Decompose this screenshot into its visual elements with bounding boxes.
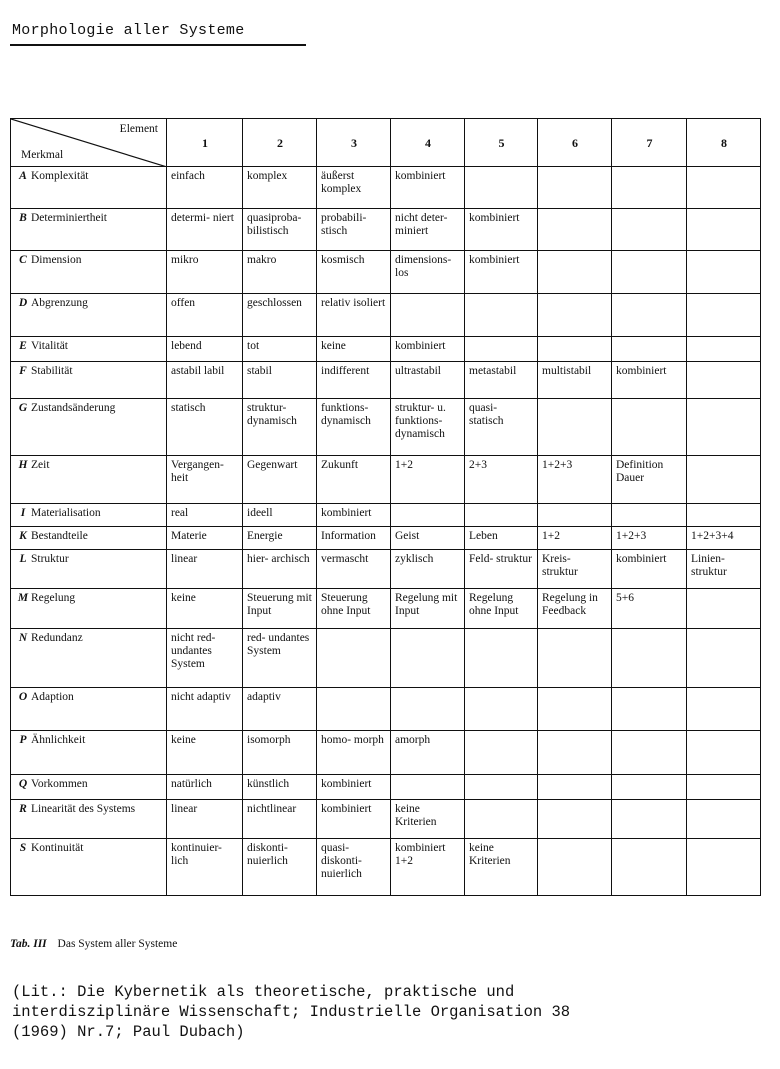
value-cell: Zukunft	[317, 456, 391, 504]
value-cell	[317, 629, 391, 688]
value-cell: Steuerung mit Input	[243, 589, 317, 629]
value-cell: mikro	[167, 251, 243, 294]
feature-letter: K	[19, 530, 27, 542]
value-cell: Linien- struktur	[687, 550, 761, 589]
value-cell: nicht adaptiv	[167, 688, 243, 731]
value-cell: nicht deter- miniert	[391, 209, 465, 251]
value-cell: linear	[167, 800, 243, 839]
corner-header-cell	[11, 119, 167, 167]
caption-label: Tab. III	[10, 938, 47, 950]
value-cell: hier- archisch	[243, 550, 317, 589]
column-header-2: 2	[243, 119, 317, 167]
feature-letter: R	[19, 803, 27, 815]
feature-name: Abgrenzung	[31, 297, 88, 309]
value-cell: real	[167, 504, 243, 527]
value-cell: diskonti- nuierlich	[243, 839, 317, 896]
feature-cell	[11, 688, 167, 731]
value-cell	[465, 629, 538, 688]
value-cell: Steuerung ohne Input	[317, 589, 391, 629]
value-cell	[687, 589, 761, 629]
value-cell	[465, 731, 538, 775]
merkmal-axis-label: Merkmal	[21, 149, 64, 161]
table-row	[11, 589, 761, 629]
value-cell	[391, 504, 465, 527]
value-cell	[612, 337, 687, 362]
value-cell	[465, 775, 538, 800]
feature-letter: I	[20, 507, 26, 519]
value-cell: stabil	[243, 362, 317, 399]
value-cell	[538, 775, 612, 800]
feature-name: Kontinuität	[31, 842, 84, 854]
column-header-5: 5	[465, 119, 538, 167]
table-row	[11, 337, 761, 362]
value-cell: ultrastabil	[391, 362, 465, 399]
value-cell: Regelung mit Input	[391, 589, 465, 629]
value-cell: makro	[243, 251, 317, 294]
value-cell: keine Kriterien	[391, 800, 465, 839]
feature-cell	[11, 399, 167, 456]
value-cell	[538, 399, 612, 456]
column-header-6: 6	[538, 119, 612, 167]
table-row	[11, 456, 761, 504]
value-cell	[687, 731, 761, 775]
value-cell	[687, 209, 761, 251]
caption-text: Das System aller Systeme	[57, 938, 178, 950]
value-cell: lebend	[167, 337, 243, 362]
value-cell	[687, 688, 761, 731]
value-cell	[687, 362, 761, 399]
feature-letter: O	[18, 691, 28, 703]
value-cell	[612, 251, 687, 294]
value-cell	[317, 688, 391, 731]
table-row	[11, 688, 761, 731]
value-cell: nicht red- undantes System	[167, 629, 243, 688]
feature-name: Regelung	[31, 592, 76, 604]
table-row	[11, 504, 761, 527]
value-cell	[538, 167, 612, 209]
value-cell: 2+3	[465, 456, 538, 504]
feature-cell	[11, 527, 167, 550]
feature-letter: N	[18, 632, 28, 644]
value-cell: Vergangen- heit	[167, 456, 243, 504]
value-cell: einfach	[167, 167, 243, 209]
page-title: Morphologie aller Systeme	[12, 22, 245, 39]
title-underline	[10, 44, 306, 46]
value-cell	[465, 294, 538, 337]
value-cell: kombiniert	[612, 362, 687, 399]
feature-cell	[11, 629, 167, 688]
value-cell: kombiniert	[612, 550, 687, 589]
value-cell: quasi- statisch	[465, 399, 538, 456]
table-row	[11, 839, 761, 896]
feature-letter: B	[19, 212, 27, 224]
feature-letter: C	[19, 254, 27, 266]
column-header-7: 7	[612, 119, 687, 167]
feature-name: Struktur	[31, 553, 69, 565]
feature-name: Redundanz	[31, 632, 83, 644]
value-cell	[687, 294, 761, 337]
feature-letter: Q	[18, 778, 28, 790]
table-row	[11, 251, 761, 294]
value-cell: zyklisch	[391, 550, 465, 589]
value-cell: Energie	[243, 527, 317, 550]
value-cell: Feld- struktur	[465, 550, 538, 589]
value-cell	[612, 839, 687, 896]
feature-letter: P	[19, 734, 27, 746]
feature-letter: M	[17, 592, 29, 604]
feature-cell	[11, 800, 167, 839]
column-header-4: 4	[391, 119, 465, 167]
value-cell	[538, 629, 612, 688]
value-cell: Regelung in Feedback	[538, 589, 612, 629]
value-cell	[538, 337, 612, 362]
value-cell: ideell	[243, 504, 317, 527]
feature-cell	[11, 839, 167, 896]
literature-reference: (Lit.: Die Kybernetik als theoretische, praktische und interdisziplinäre Wissenschaft; Industrielle Organisation 38 (1969) Nr.7; Paul Dubach)	[12, 983, 571, 1041]
value-cell: relativ isoliert	[317, 294, 391, 337]
value-cell: kombiniert	[391, 167, 465, 209]
value-cell: künstlich	[243, 775, 317, 800]
value-cell	[538, 209, 612, 251]
value-cell: keine	[317, 337, 391, 362]
value-cell: probabili- stisch	[317, 209, 391, 251]
feature-letter: E	[19, 340, 27, 352]
morphology-table	[10, 118, 761, 896]
feature-name: Vorkommen	[31, 778, 88, 790]
value-cell: keine	[167, 731, 243, 775]
feature-name: Dimension	[31, 254, 82, 266]
feature-name: Bestandteile	[31, 530, 88, 542]
feature-cell	[11, 362, 167, 399]
value-cell: isomorph	[243, 731, 317, 775]
feature-cell	[11, 294, 167, 337]
value-cell: red- undantes System	[243, 629, 317, 688]
value-cell: struktur- u. funktions- dynamisch	[391, 399, 465, 456]
table-row	[11, 629, 761, 688]
feature-letter: A	[19, 170, 27, 182]
value-cell: 1+2+3+4	[687, 527, 761, 550]
feature-name: Zeit	[31, 459, 50, 471]
value-cell: quasi- diskonti- nuierlich	[317, 839, 391, 896]
value-cell	[391, 629, 465, 688]
value-cell: indifferent	[317, 362, 391, 399]
value-cell: Gegenwart	[243, 456, 317, 504]
feature-cell	[11, 589, 167, 629]
value-cell: multistabil	[538, 362, 612, 399]
value-cell	[391, 294, 465, 337]
value-cell: keine	[167, 589, 243, 629]
value-cell	[538, 688, 612, 731]
value-cell: funktions- dynamisch	[317, 399, 391, 456]
value-cell: keine Kriterien	[465, 839, 538, 896]
value-cell: Geist	[391, 527, 465, 550]
value-cell	[687, 251, 761, 294]
feature-letter: D	[18, 297, 28, 309]
value-cell	[538, 800, 612, 839]
value-cell	[612, 209, 687, 251]
value-cell: determi- niert	[167, 209, 243, 251]
value-cell	[538, 504, 612, 527]
table-row	[11, 399, 761, 456]
value-cell	[612, 629, 687, 688]
value-cell	[465, 167, 538, 209]
column-header-1: 1	[167, 119, 243, 167]
feature-cell	[11, 251, 167, 294]
feature-name: Vitalität	[31, 340, 68, 352]
feature-name: Ähnlichkeit	[31, 734, 86, 746]
value-cell: Regelung ohne Input	[465, 589, 538, 629]
value-cell: kombiniert	[317, 800, 391, 839]
table-caption	[10, 938, 177, 950]
value-cell: adaptiv	[243, 688, 317, 731]
feature-cell	[11, 167, 167, 209]
value-cell	[391, 688, 465, 731]
feature-name: Materialisation	[31, 507, 101, 519]
feature-letter: F	[19, 365, 27, 377]
value-cell: homo- morph	[317, 731, 391, 775]
value-cell: 1+2	[391, 456, 465, 504]
value-cell	[465, 688, 538, 731]
value-cell: vermascht	[317, 550, 391, 589]
value-cell	[538, 251, 612, 294]
value-cell	[612, 167, 687, 209]
value-cell	[687, 504, 761, 527]
feature-cell	[11, 550, 167, 589]
value-cell	[687, 629, 761, 688]
value-cell: metastabil	[465, 362, 538, 399]
value-cell: 1+2	[538, 527, 612, 550]
value-cell	[612, 294, 687, 337]
feature-cell	[11, 209, 167, 251]
value-cell: tot	[243, 337, 317, 362]
element-axis-label: Element	[119, 123, 158, 135]
value-cell: komplex	[243, 167, 317, 209]
value-cell: 1+2+3	[538, 456, 612, 504]
value-cell: quasiproba- bilistisch	[243, 209, 317, 251]
value-cell	[538, 839, 612, 896]
feature-letter: L	[19, 553, 27, 565]
value-cell: kontinuier- lich	[167, 839, 243, 896]
value-cell	[687, 167, 761, 209]
value-cell: Kreis- struktur	[538, 550, 612, 589]
value-cell: kombiniert	[465, 209, 538, 251]
value-cell	[465, 504, 538, 527]
table-row	[11, 731, 761, 775]
value-cell: 5+6	[612, 589, 687, 629]
value-cell: Information	[317, 527, 391, 550]
value-cell: geschlossen	[243, 294, 317, 337]
feature-cell	[11, 337, 167, 362]
value-cell: kombiniert	[317, 504, 391, 527]
value-cell	[538, 294, 612, 337]
value-cell: kosmisch	[317, 251, 391, 294]
value-cell	[465, 800, 538, 839]
column-header-8: 8	[687, 119, 761, 167]
feature-letter: G	[18, 402, 28, 414]
value-cell: offen	[167, 294, 243, 337]
value-cell	[391, 775, 465, 800]
value-cell: kombiniert	[391, 337, 465, 362]
table-row	[11, 775, 761, 800]
column-header-3: 3	[317, 119, 391, 167]
feature-cell	[11, 456, 167, 504]
value-cell: Materie	[167, 527, 243, 550]
feature-cell	[11, 775, 167, 800]
value-cell: kombiniert	[317, 775, 391, 800]
value-cell: amorph	[391, 731, 465, 775]
feature-name: Determiniertheit	[31, 212, 107, 224]
table-row	[11, 294, 761, 337]
table-row	[11, 527, 761, 550]
feature-name: Stabilität	[31, 365, 73, 377]
value-cell	[612, 775, 687, 800]
value-cell: dimensions- los	[391, 251, 465, 294]
value-cell: Leben	[465, 527, 538, 550]
value-cell: linear	[167, 550, 243, 589]
value-cell	[687, 337, 761, 362]
table-row	[11, 167, 761, 209]
value-cell	[687, 399, 761, 456]
value-cell	[687, 456, 761, 504]
feature-name: Zustandsänderung	[31, 402, 116, 414]
feature-letter: H	[18, 459, 28, 471]
value-cell: Definition Dauer	[612, 456, 687, 504]
value-cell	[465, 337, 538, 362]
value-cell: natürlich	[167, 775, 243, 800]
value-cell	[612, 731, 687, 775]
feature-name: Adaption	[31, 691, 74, 703]
feature-letter: S	[19, 842, 27, 854]
feature-cell	[11, 504, 167, 527]
value-cell: nichtlinear	[243, 800, 317, 839]
value-cell	[612, 688, 687, 731]
value-cell: äußerst komplex	[317, 167, 391, 209]
value-cell: struktur- dynamisch	[243, 399, 317, 456]
table-row	[11, 800, 761, 839]
value-cell: kombiniert	[465, 251, 538, 294]
value-cell: statisch	[167, 399, 243, 456]
value-cell	[538, 731, 612, 775]
feature-name: Linearität des Systems	[31, 803, 136, 815]
value-cell	[687, 775, 761, 800]
value-cell	[687, 839, 761, 896]
value-cell: astabil labil	[167, 362, 243, 399]
feature-cell	[11, 731, 167, 775]
value-cell	[687, 800, 761, 839]
table-row	[11, 209, 761, 251]
value-cell: kombiniert 1+2	[391, 839, 465, 896]
value-cell	[612, 800, 687, 839]
table-row	[11, 550, 761, 589]
value-cell: 1+2+3	[612, 527, 687, 550]
feature-name: Komplexität	[31, 170, 89, 182]
value-cell	[612, 504, 687, 527]
table-row	[11, 362, 761, 399]
value-cell	[612, 399, 687, 456]
